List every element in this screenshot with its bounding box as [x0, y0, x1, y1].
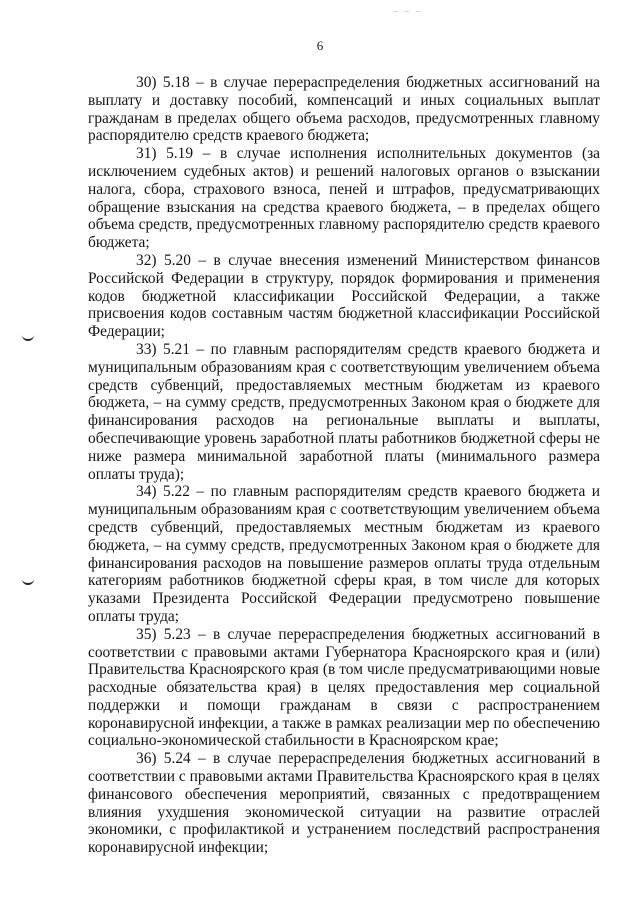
paragraph-item-36: 36) 5.24 – в случае перераспределения бюджетных ассигнований в соответствии с правовыми актами Правительства Красноярского края в целях финансового обеспечения мероприятий, связанных с предотвращением влияния ухудшения экономической ситуации на развитие отраслей экономики, с профилактикой и устранением последствий распространения коронавирусной инфекции; [88, 750, 600, 857]
paragraph-item-33: 33) 5.21 – по главным распорядителям средств краевого бюджета и муниципальным образованиям края с соответствующим увеличением объема средств субвенций, предоставляемых местным бюджетам из краевого бюджета, – на сумму средств, предусмотренных Законом края о бюджете для финансирования расходов на региональные выплаты и выплаты, обеспечивающие уровень заработной платы работников бюджетной сферы не ниже размера минимальной заработной платы (минимального размера оплаты труда); [88, 340, 600, 483]
page-number: 6 [316, 38, 324, 53]
paragraph-item-30: 30) 5.18 – в случае перераспределения бюджетных ассигнований на выплату и доставку пособий, компенсаций и иных социальных выплат гражданам в пределах общего объема расходов, предусмотренных главному распорядителю средств краевого бюджета; [88, 74, 600, 145]
scan-artifact: _ _ _ [393, 2, 423, 13]
paragraph-item-32: 32) 5.20 – в случае внесения изменений Министерством финансов Российской Федерации в структуру, порядок формирования и применения кодов бюджетной классификации Российской Федерации, а также присвоения кодов составным частям бюджетной классификации Российской Федерации; [88, 251, 600, 341]
margin-punch-mark [22, 334, 34, 341]
paragraph-item-35: 35) 5.23 – в случае перераспределения бюджетных ассигнований в соответствии с правовыми актами Губернатора Красноярского края и (или) Правительства Красноярского края (в том числе предусматривающими новые расходные обязательства края) в целях предоставления мер социальной поддержки и помощи гражданам в связи с распространением коронавирусной инфекции, а также в рамках реализации мер по обеспечению социально-экономической стабильности в Красноярском крае; [88, 625, 600, 750]
paragraph-item-34: 34) 5.22 – по главным распорядителям средств краевого бюджета и муниципальным образованиям края с соответствующим увеличением объема средств субвенций, предоставляемых местным бюджетам из краевого бюджета, – на сумму средств, предусмотренных Законом края о бюджете для финансирования расходов на повышение размеров оплаты труда отдельным категориям работников бюджетной сферы края, в том числе для которых указами Президента Российской Федерации предусмотрено повышение оплаты труда; [88, 483, 600, 625]
paragraph-item-31: 31) 5.19 – в случае исполнения исполнительных документов (за исключением судебных актов) и решений налоговых органов о взыскании налога, сбора, страхового взноса, пеней и штрафов, предусматривающих обращение взыскания на средства краевого бюджета, – в пределах общего объема средств, предусмотренных главному распорядителю средств краевого бюджета; [88, 145, 600, 252]
margin-punch-mark [22, 578, 34, 585]
document-body [88, 74, 600, 857]
